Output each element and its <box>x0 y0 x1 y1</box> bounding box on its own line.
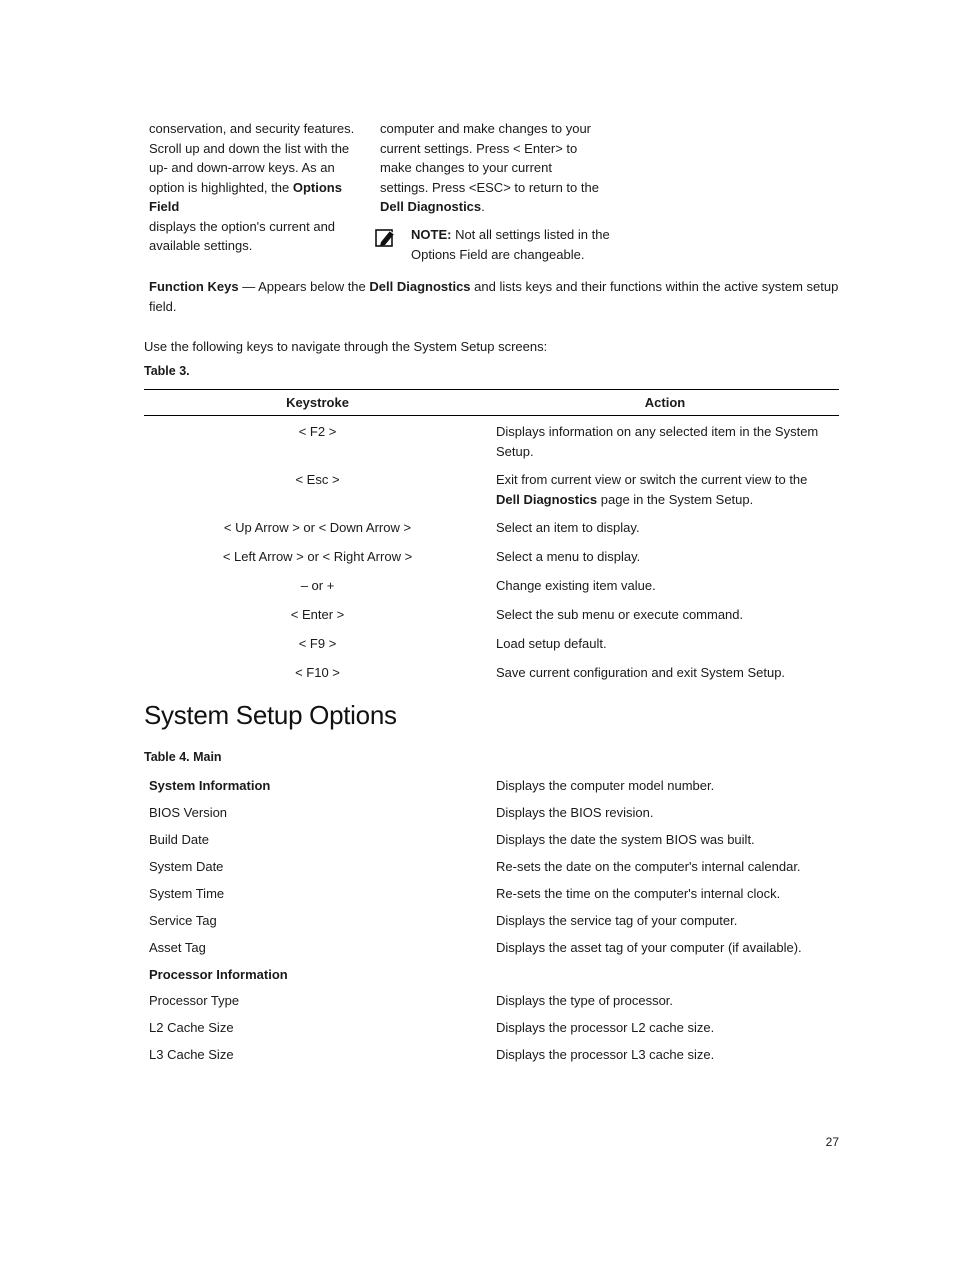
option-description: Re-sets the date on the computer's internal calendar. <box>496 859 801 874</box>
option-description: Displays the processor L3 cache size. <box>496 1047 715 1062</box>
dell-diagnostics-term: Dell Diagnostics <box>380 199 482 214</box>
intro-right-column <box>380 119 610 217</box>
option-label: L2 Cache Size <box>149 1020 234 1035</box>
option-label: System Date <box>149 859 224 874</box>
function-keys-text1: — Appears below the <box>238 279 370 294</box>
intro-left-line: available settings. <box>149 238 253 253</box>
use-keys-text: Use the following keys to navigate through the System Setup screens: <box>144 339 548 354</box>
option-description: Displays the processor L2 cache size. <box>496 1020 715 1035</box>
action-cell: Select the sub menu or execute command. <box>496 607 744 622</box>
table-row <box>144 470 839 518</box>
option-description: Displays the computer model number. <box>496 778 715 793</box>
intro-right-line: settings. Press <ESC> to return to the <box>380 179 599 195</box>
keystroke-table-header <box>144 389 839 416</box>
option-label: System Time <box>149 886 225 901</box>
intro-right-line: make changes to your current <box>380 160 552 175</box>
action-cell: Load setup default. <box>496 636 607 651</box>
intro-left-column <box>149 119 374 256</box>
table-row <box>144 605 839 634</box>
option-label: L3 Cache Size <box>149 1047 234 1062</box>
function-keys-paragraph <box>149 277 839 316</box>
keystroke-cell: < Left Arrow > or < Right Arrow > <box>222 549 413 564</box>
option-label: Processor Type <box>149 993 240 1008</box>
table-row <box>149 911 839 931</box>
note-text <box>411 225 616 264</box>
dell-diagnostics-term: Dell Diagnostics <box>496 491 598 507</box>
table-row <box>149 965 839 985</box>
action-line: Exit from current view or switch the current view to the <box>496 472 808 487</box>
action-cell <box>496 470 831 509</box>
keystroke-cell: < F2 > <box>298 424 337 439</box>
function-keys-text2: and lists keys and their functions within the active system setup <box>470 279 839 294</box>
option-label: Processor Information <box>149 967 288 982</box>
table4-caption: Table 4. Main <box>144 750 222 764</box>
table-row <box>144 547 839 576</box>
option-description: Displays the type of processor. <box>496 993 674 1008</box>
intro-left-line: displays the option's current and <box>149 218 336 234</box>
intro-right-tail: . <box>481 199 485 214</box>
keystroke-cell: < F10 > <box>295 665 340 680</box>
keystroke-cell: < Up Arrow > or < Down Arrow > <box>223 520 412 535</box>
action-cell <box>496 422 831 461</box>
table-row <box>149 776 839 796</box>
option-label: Build Date <box>149 832 209 847</box>
note-text-line1: Not all settings listed in the <box>451 227 610 242</box>
option-description: Displays the service tag of your computer. <box>496 913 738 928</box>
table-row <box>149 1045 839 1065</box>
option-label: System Information <box>149 778 271 793</box>
dell-diagnostics-term: Dell Diagnostics <box>369 279 471 294</box>
action-line: Displays information on any selected item in the System <box>496 424 819 439</box>
header-action: Action <box>644 395 686 410</box>
option-label: BIOS Version <box>149 805 228 820</box>
table-row <box>149 938 839 958</box>
keystroke-table <box>144 389 839 692</box>
keystroke-cell: – or + <box>300 578 335 593</box>
action-cell: Save current configuration and exit System Setup. <box>496 665 786 680</box>
keystroke-cell: < Esc > <box>295 472 340 487</box>
table-row <box>149 830 839 850</box>
option-label: Asset Tag <box>149 940 206 955</box>
intro-right-line: current settings. Press < Enter> to <box>380 140 578 156</box>
keystroke-cell: < Enter > <box>290 607 345 622</box>
header-keystroke: Keystroke <box>286 395 349 410</box>
option-description: Displays the BIOS revision. <box>496 805 654 820</box>
intro-left-line: Scroll up and down the list with the <box>149 140 350 156</box>
option-description: Displays the date the system BIOS was built. <box>496 832 755 847</box>
intro-left-text: option is highlighted, the <box>149 179 293 195</box>
keystroke-cell: < F9 > <box>298 636 337 651</box>
note-pencil-icon <box>375 228 397 248</box>
options-field-term: Options Field <box>149 179 342 214</box>
intro-left-line: up- and down-arrow keys. As an <box>149 160 335 175</box>
table-row <box>144 518 839 547</box>
section-title: System Setup Options <box>144 700 397 730</box>
page-number: 27 <box>825 1135 839 1149</box>
note-line <box>411 225 616 245</box>
intro-left-line <box>149 178 374 217</box>
table-row <box>144 422 839 470</box>
table-row <box>144 576 839 605</box>
function-keys-text3: field. <box>149 298 177 314</box>
action-line: page in the System Setup. <box>597 491 754 507</box>
action-cell: Change existing item value. <box>496 578 656 593</box>
note-box <box>375 225 615 265</box>
action-line: Setup. <box>496 443 534 459</box>
action-cell: Select a menu to display. <box>496 549 641 564</box>
table-row <box>144 663 839 692</box>
table-row <box>149 1018 839 1038</box>
option-label: Service Tag <box>149 913 217 928</box>
intro-right-line <box>380 197 610 217</box>
table-row <box>149 803 839 823</box>
table-row <box>149 857 839 877</box>
function-keys-term: Function Keys <box>149 279 239 294</box>
function-keys-line <box>149 277 839 297</box>
option-description: Displays the asset tag of your computer (if available). <box>496 940 802 955</box>
note-text-line2: Options Field are changeable. <box>411 246 585 262</box>
table-row <box>149 884 839 904</box>
option-description: Re-sets the time on the computer's internal clock. <box>496 886 781 901</box>
table-row <box>144 634 839 663</box>
intro-left-line: conservation, and security features. <box>149 121 355 136</box>
action-cell: Select an item to display. <box>496 520 640 535</box>
table3-caption: Table 3. <box>144 364 190 378</box>
intro-right-line: computer and make changes to your <box>380 121 592 136</box>
note-label: NOTE: <box>411 227 452 242</box>
table-row <box>149 991 839 1011</box>
